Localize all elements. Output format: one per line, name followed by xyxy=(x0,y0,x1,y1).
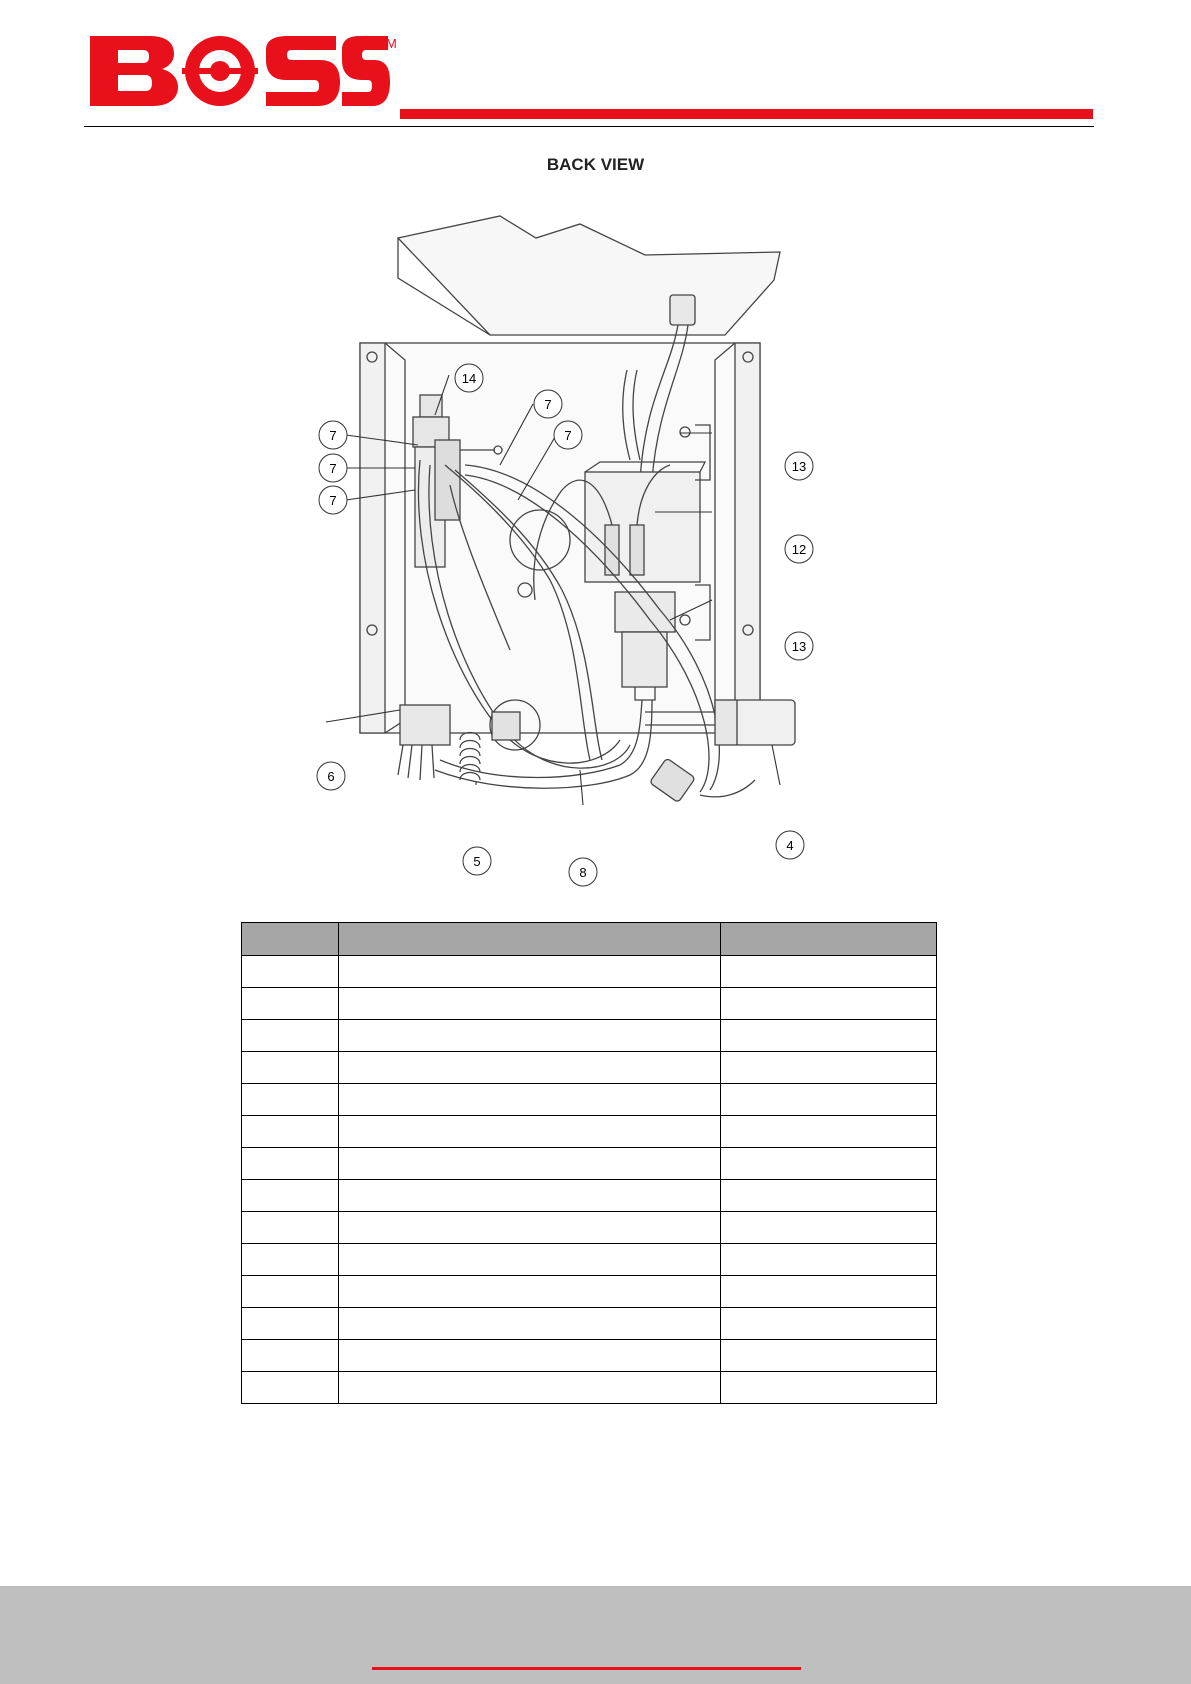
table-cell xyxy=(339,1116,721,1148)
svg-text:12: 12 xyxy=(791,542,807,557)
table-cell xyxy=(242,1308,339,1340)
header-description xyxy=(339,923,721,956)
callout-7a xyxy=(319,421,347,449)
table-cell xyxy=(242,1276,339,1308)
table-cell xyxy=(339,1020,721,1052)
table-row xyxy=(242,956,937,988)
table-cell xyxy=(339,1084,721,1116)
table-cell xyxy=(721,988,937,1020)
table-row xyxy=(242,1340,937,1372)
table-cell xyxy=(721,1084,937,1116)
table-cell xyxy=(721,1308,937,1340)
svg-text:7: 7 xyxy=(564,428,572,443)
svg-text:14: 14 xyxy=(461,371,477,386)
svg-text:7: 7 xyxy=(544,397,552,412)
callout-5 xyxy=(463,847,491,875)
table-header-row xyxy=(242,923,937,956)
table-cell xyxy=(242,988,339,1020)
table-cell xyxy=(339,956,721,988)
table-cell xyxy=(242,1340,339,1372)
callout-4 xyxy=(776,831,804,859)
table-cell xyxy=(721,1180,937,1212)
svg-text:7: 7 xyxy=(329,461,337,476)
callout-7c xyxy=(319,486,347,514)
table-cell xyxy=(242,1020,339,1052)
table-cell xyxy=(339,1148,721,1180)
callout-7d xyxy=(534,390,562,418)
table-cell xyxy=(339,1052,721,1084)
table-row xyxy=(242,1244,937,1276)
table-cell xyxy=(721,1116,937,1148)
header-red-bar xyxy=(400,109,1093,119)
parts-table xyxy=(241,922,937,1404)
table-cell xyxy=(721,1052,937,1084)
table-row xyxy=(242,1212,937,1244)
table-cell xyxy=(721,1148,937,1180)
callout-13-top xyxy=(785,452,813,480)
header-divider xyxy=(84,126,1094,127)
table-cell xyxy=(242,1372,339,1404)
table-cell xyxy=(242,956,339,988)
callout-12 xyxy=(785,535,813,563)
svg-text:7: 7 xyxy=(329,428,337,443)
table-cell xyxy=(721,956,937,988)
table-row xyxy=(242,1276,937,1308)
table-cell xyxy=(721,1276,937,1308)
callout-14 xyxy=(455,364,483,392)
svg-text:13: 13 xyxy=(791,639,807,654)
back-view-diagram xyxy=(300,200,860,890)
svg-text:5: 5 xyxy=(473,854,481,869)
table-row xyxy=(242,1148,937,1180)
table-cell xyxy=(339,1244,721,1276)
table-row xyxy=(242,1308,937,1340)
table-row xyxy=(242,1180,937,1212)
table-cell xyxy=(242,1244,339,1276)
table-cell xyxy=(339,1340,721,1372)
table-cell xyxy=(242,1148,339,1180)
table-cell xyxy=(721,1340,937,1372)
table-cell xyxy=(339,1372,721,1404)
table-cell xyxy=(339,988,721,1020)
svg-text:8: 8 xyxy=(579,865,587,880)
table-cell xyxy=(721,1020,937,1052)
table-cell xyxy=(721,1372,937,1404)
callout-8 xyxy=(569,858,597,886)
table-row xyxy=(242,1116,937,1148)
table-cell xyxy=(242,1116,339,1148)
svg-text:13: 13 xyxy=(791,459,807,474)
table-cell xyxy=(721,1212,937,1244)
table-cell xyxy=(339,1308,721,1340)
svg-text:4: 4 xyxy=(786,838,794,853)
section-title: BACK VIEW xyxy=(546,155,645,174)
callout-7b xyxy=(319,454,347,482)
table-cell xyxy=(242,1180,339,1212)
table-row xyxy=(242,1084,937,1116)
table-cell xyxy=(242,1212,339,1244)
table-cell xyxy=(721,1244,937,1276)
table-cell xyxy=(339,1180,721,1212)
footer-red-line xyxy=(372,1667,801,1670)
callout-13-bottom xyxy=(785,632,813,660)
table-row xyxy=(242,1020,937,1052)
boss-logo xyxy=(88,30,397,110)
table-row xyxy=(242,1372,937,1404)
table-row xyxy=(242,988,937,1020)
table-cell xyxy=(339,1276,721,1308)
header-item xyxy=(242,923,339,956)
trademark-mark: TM xyxy=(378,36,397,51)
svg-text:7: 7 xyxy=(329,493,337,508)
callout-7e xyxy=(554,421,582,449)
table-row xyxy=(242,1052,937,1084)
callout-6 xyxy=(317,762,345,790)
table-cell xyxy=(242,1052,339,1084)
header-part-number xyxy=(721,923,937,956)
svg-text:6: 6 xyxy=(327,769,335,784)
table-cell xyxy=(242,1084,339,1116)
table-cell xyxy=(339,1212,721,1244)
